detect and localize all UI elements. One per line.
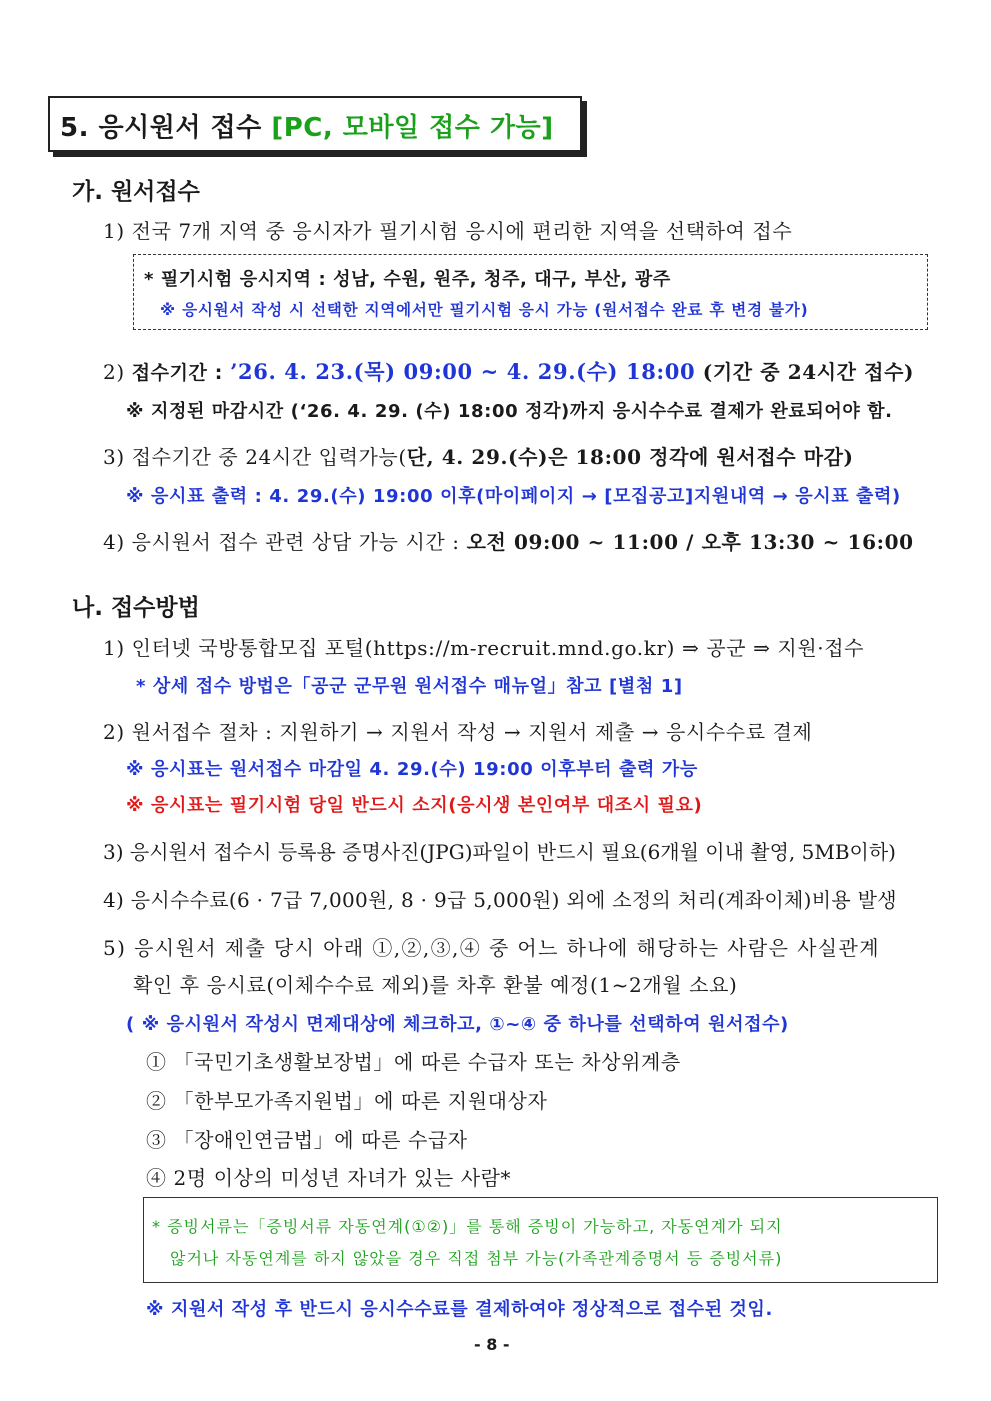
evidence-line-1: * 증빙서류는「증빙서류 자동연계(①②)」를 통해 증빙이 가능하고, 자동연계가 되지 — [152, 1217, 783, 1236]
final-note: ※ 지원서 작성 후 반드시 응시수수료를 결제하여야 정상적으로 접수된 것임. — [146, 1299, 773, 1320]
ga-item-3-prefix: 3) 접수기간 중 24시간 입력가능( — [103, 445, 407, 469]
region-note: ※ 응시원서 작성 시 선택한 지역에서만 필기시험 응시 가능 (원서접수 완료 후 변경 불가) — [160, 301, 809, 319]
exemption-1: ① 「국민기초생활보장법」에 따른 수급자 또는 차상위계층 — [146, 1050, 681, 1074]
ticket-available-note: ※ 응시표는 원서접수 마감일 4. 29.(수) 19:00 이후부터 출력 가능 — [126, 759, 698, 780]
exemption-3: ③ 「장애인연금법」에 따른 수급자 — [146, 1128, 468, 1152]
exemption-note: ( ※ 응시원서 작성시 면제대상에 체크하고, ①~④ 중 하나를 선택하여 원서접수) — [126, 1014, 789, 1035]
na-item-2: 2) 원서접수 절차 : 지원하기 → 지원서 작성 → 지원서 제출 → 응시수수료 결제 — [103, 720, 813, 744]
ga-item-2-suffix: (기간 중 24시간 접수) — [695, 360, 915, 384]
subheading-ga: 가. 원서접수 — [72, 179, 200, 205]
manual-note: * 상세 접수 방법은「공군 군무원 원서접수 매뉴얼」참고 [별첨 1] — [136, 676, 683, 697]
section-number-title: 5. 응시원서 접수 — [60, 113, 272, 143]
ga-item-2-prefix: 2) — [103, 360, 132, 384]
na-item-5-line-1: 5) 응시원서 제출 당시 아래 ①,②,③,④ 중 어느 하나에 해당하는 사람은 사실관계 — [103, 936, 880, 960]
ga-item-4 — [103, 526, 914, 555]
section-header-box — [48, 96, 582, 152]
ga-item-3 — [103, 441, 854, 470]
region-list: * 필기시험 응시지역 : 성남, 수원, 원주, 청주, 대구, 부산, 광주 — [144, 269, 671, 290]
na-item-5-line-2: 확인 후 응시료(이체수수료 제외)를 차후 환불 예정(1~2개월 소요) — [133, 973, 738, 997]
exemption-4: ④ 2명 이상의 미성년 자녀가 있는 사람* — [146, 1166, 512, 1190]
consultation-hours: 오전 09:00 ~ 11:00 / 오후 13:30 ~ 16:00 — [466, 530, 914, 554]
ga-item-3-bold: 단, 4. 29.(수)은 18:00 정각에 원서접수 마감) — [406, 445, 854, 469]
exemption-2: ② 「한부모가족지원법」에 따른 지원대상자 — [146, 1089, 548, 1113]
section-badge: [PC, 모바일 접수 가능] — [271, 113, 554, 143]
evidence-box — [143, 1197, 938, 1283]
ticket-print-note: ※ 응시표 출력 : 4. 29.(수) 19:00 이후(마이페이지 → [모집공고]지원내역 → 응시표 출력) — [126, 486, 901, 507]
evidence-line-2: 않거나 자동연계를 하지 않았을 경우 직접 첨부 가능(가족관계증명서 등 증빙서류) — [170, 1249, 783, 1268]
deadline-note: ※ 지정된 마감시간 (‘26. 4. 29. (수) 18:00 정각)까지 응시수수료 결제가 완료되어야 함. — [126, 401, 893, 422]
ga-item-4-prefix: 4) 응시원서 접수 관련 상담 가능 시간 : — [103, 530, 467, 554]
na-item-4: 4) 응시수수료(6 · 7급 7,000원, 8 · 9급 5,000원) 외에 소정의 처리(계좌이체)비용 발생 — [103, 888, 897, 912]
ticket-required-note: ※ 응시표는 필기시험 당일 반드시 소지(응시생 본인여부 대조시 필요) — [126, 795, 703, 816]
page-number: - 8 - — [474, 1335, 510, 1354]
ga-item-2 — [103, 356, 914, 386]
ga-item-1: 1) 전국 7개 지역 중 응시자가 필기시험 응시에 편리한 지역을 선택하여 접수 — [103, 219, 793, 243]
subheading-na: 나. 접수방법 — [72, 595, 200, 621]
application-period: ’26. 4. 23.(목) 09:00 ~ 4. 29.(수) 18:00 — [230, 359, 696, 384]
ga-item-2-label: 접수기간 : — [131, 362, 231, 384]
section-title — [60, 107, 554, 144]
region-info-box — [133, 254, 928, 330]
na-item-1: 1) 인터넷 국방통합모집 포털(https://m-recruit.mnd.go.kr) ⇒ 공군 ⇒ 지원·접수 — [103, 636, 865, 660]
na-item-3: 3) 응시원서 접수시 등록용 증명사진(JPG)파일이 반드시 필요(6개월 이내 촬영, 5MB이하) — [103, 840, 896, 864]
